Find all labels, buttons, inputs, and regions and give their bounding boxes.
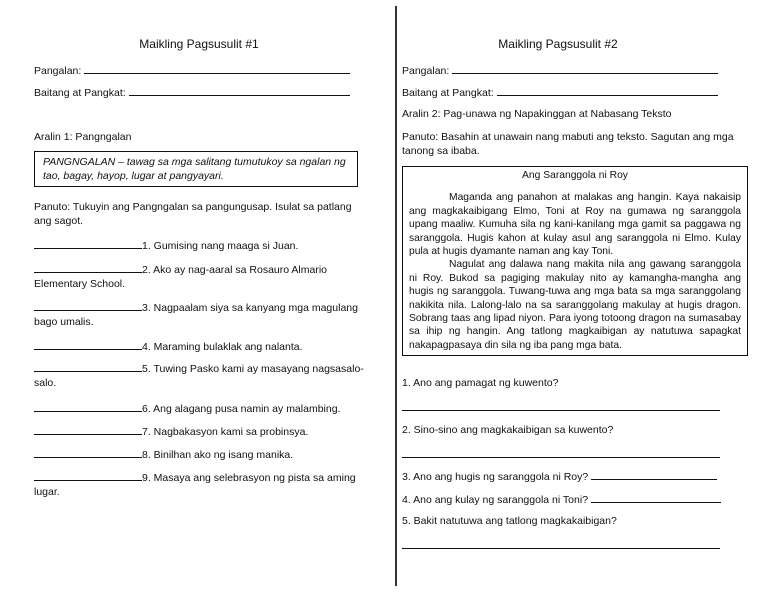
question-1: 1. Ano ang pamagat ng kuwento? bbox=[402, 377, 559, 389]
definition-box: PANGNGALAN – tawag sa mga salitang tumutukoy sa ngalan ng tao, bagay, hayop, lugar at pangyayari. bbox=[34, 151, 358, 187]
story-paragraph: Nagulat ang dalawa nang makita nila ang gawang saranggola ni Roy. Bukod sa pagiging makulay nito ay kamangha-mangha ang hugis ng saranggola. Tuwang-tuwa ang mga bata sa mga saranggolang nakikita nila. Lalong-lalo na sa saranggolang makulay at hugis dragon. Sobrang taas ang lipad niyon. Para iyong totoong dragon na sumasabay sa ihip ng hangin. Ang tatlong magkaibigan ay natutuwa sapagkat nakapagpasaya din sila ng iba pang mga bata. bbox=[409, 259, 741, 351]
grade-row bbox=[34, 84, 350, 100]
quiz-2-page bbox=[402, 0, 750, 594]
grade-blank[interactable] bbox=[129, 84, 350, 96]
answer-line-2[interactable] bbox=[402, 457, 720, 458]
grade-label: Baitang at Pangkat: bbox=[34, 87, 126, 99]
grade-row bbox=[402, 84, 718, 100]
name-label: Pangalan: bbox=[34, 65, 82, 77]
answer-blank[interactable] bbox=[34, 338, 142, 350]
list-item: 8. Binilhan ako ng isang manika. bbox=[34, 446, 293, 462]
list-item: 3. Nagpaalam siya sa kanyang mga magulang bago umalis. bbox=[34, 299, 358, 329]
answer-blank[interactable] bbox=[34, 261, 142, 273]
answer-blank[interactable] bbox=[34, 299, 142, 311]
list-item: 5. Tuwing Pasko kami ay masayang nagsasalo- salo. bbox=[34, 360, 364, 390]
list-item: 4. Maraming bulaklak ang nalanta. bbox=[34, 338, 303, 354]
grade-blank[interactable] bbox=[497, 84, 718, 96]
answer-blank-3[interactable] bbox=[591, 468, 717, 480]
list-item: 7. Nagbakasyon kami sa probinsya. bbox=[34, 423, 308, 439]
lesson-title: Aralin 1: Pangngalan bbox=[34, 131, 132, 143]
name-label: Pangalan: bbox=[402, 65, 450, 77]
answer-blank[interactable] bbox=[34, 446, 142, 458]
answer-blank[interactable] bbox=[34, 469, 142, 481]
story-title: Ang Saranggola ni Roy bbox=[522, 170, 628, 181]
story-paragraph: Maganda ang panahon at malakas ang hangin. Kaya nakaisip ang magkakaibigang Elmo, Toni at Roy na gumawa ng saranggola upang maaliw. Kumuha sila ng kani-kanilang mga gamit sa paggawa ng saranggola. Hugis kahon at kulay asul ang saranggola ni Elmo. Kulay pula at hugis dyamante naman ang kay Toni. bbox=[409, 192, 741, 258]
quiz-2-title: Maikling Pagsusulit #2 bbox=[498, 37, 618, 51]
answer-line-1[interactable] bbox=[402, 410, 720, 411]
answer-blank-4[interactable] bbox=[591, 491, 721, 503]
page-divider bbox=[395, 6, 397, 586]
list-item: 9. Masaya ang selebrasyon ng pista sa aming lugar. bbox=[34, 469, 356, 499]
instructions: Panuto: Basahin at unawain nang mabuti ang teksto. Sagutan ang mga tanong sa ibaba. bbox=[402, 131, 734, 157]
answer-blank[interactable] bbox=[34, 423, 142, 435]
list-item: 6. Ang alagang pusa namin ay malambing. bbox=[34, 400, 340, 416]
grade-label: Baitang at Pangkat: bbox=[402, 87, 494, 99]
question-5: 5. Bakit natutuwa ang tatlong magkakaibigan? bbox=[402, 515, 617, 527]
question-3: 3. Ano ang hugis ng saranggola ni Roy? bbox=[402, 471, 589, 483]
answer-line-5[interactable] bbox=[402, 548, 720, 549]
question-3-row bbox=[402, 468, 717, 484]
name-row bbox=[34, 62, 350, 78]
quiz-1-title: Maikling Pagsusulit #1 bbox=[139, 37, 259, 51]
name-blank[interactable] bbox=[84, 62, 350, 74]
question-4: 4. Ano ang kulay ng saranggola ni Toni? bbox=[402, 494, 589, 506]
answer-blank[interactable] bbox=[34, 360, 142, 372]
question-2: 2. Sino-sino ang magkakaibigan sa kuwento? bbox=[402, 424, 614, 436]
story-box bbox=[402, 166, 748, 356]
answer-blank[interactable] bbox=[34, 237, 142, 249]
name-row bbox=[402, 62, 718, 78]
list-item: 2. Ako ay nag-aaral sa Rosauro Almario Elementary School. bbox=[34, 261, 327, 291]
question-4-row bbox=[402, 491, 721, 507]
quiz-1-page bbox=[34, 0, 364, 594]
answer-blank[interactable] bbox=[34, 400, 142, 412]
list-item: 1. Gumising nang maaga si Juan. bbox=[34, 237, 298, 253]
instructions: Panuto: Tukuyin ang Pangngalan sa pangungusap. Isulat sa patlang ang sagot. bbox=[34, 201, 352, 227]
name-blank[interactable] bbox=[452, 62, 718, 74]
lesson-title: Aralin 2: Pag-unawa ng Napakinggan at Nabasang Teksto bbox=[402, 108, 672, 120]
